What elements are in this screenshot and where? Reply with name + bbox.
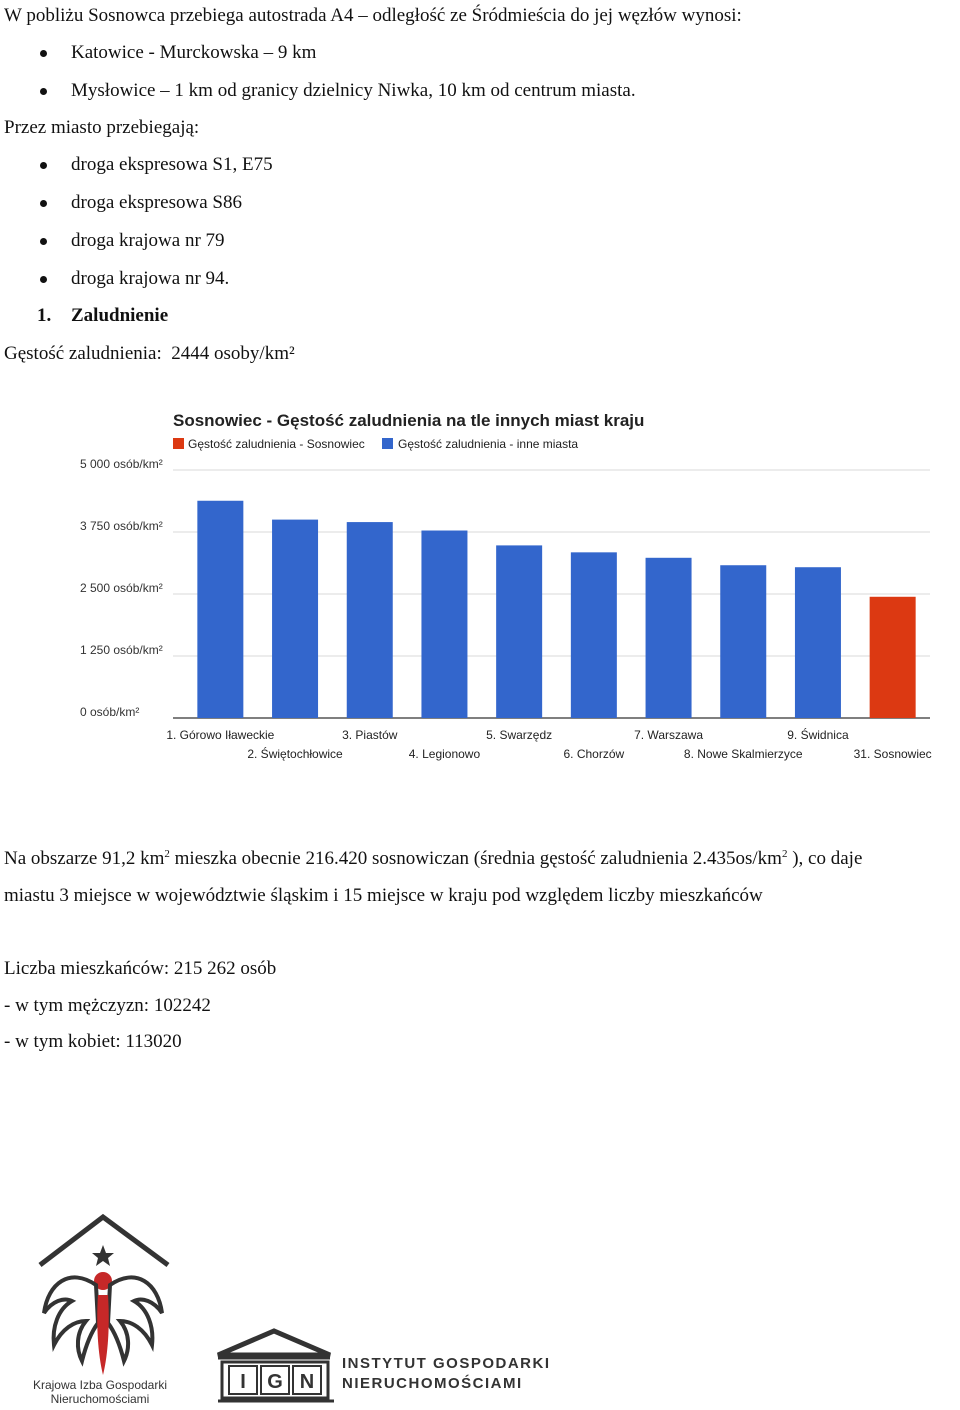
y-tick-label: 3 750 osób/km² — [80, 519, 163, 533]
density-value: 2444 osoby/km² — [171, 343, 295, 364]
stats-area-mid: mieszka obecnie 216.420 sosnowiczan (średnia gęstość zaludnienia 2.435os/km — [169, 848, 782, 869]
section-title: Zaludnienie — [71, 305, 169, 326]
list-item-text: Katowice - Murckowska – 9 km — [71, 42, 317, 63]
stats-area-sup: 2 — [164, 848, 170, 860]
population-total: Liczba mieszkańców: 215 262 osób — [4, 958, 277, 979]
intro-sentence: W pobliżu Sosnowca przebiega autostrada A4 – odległość ze Śródmieścia do jej węzłów wynosi: — [4, 5, 742, 26]
x-tick-label: 5. Swarzędz — [486, 728, 553, 742]
list-item-text: droga ekspresowa S86 — [71, 192, 242, 213]
list-item-text: droga ekspresowa S1, E75 — [71, 154, 273, 175]
ign-letter-i: I — [240, 1371, 246, 1393]
density-label: Gęstość zaludnienia: — [4, 343, 162, 364]
bullet-icon — [40, 238, 47, 245]
chart-bar — [795, 567, 841, 718]
chart-legend — [173, 437, 578, 451]
chart-bar — [720, 565, 766, 718]
kign-logo-line2: Nieruchomościami — [50, 1392, 150, 1406]
x-tick-label: 31. Sosnowiec — [853, 747, 932, 761]
legend-label-other: Gęstość zaludnienia - inne miasta — [398, 437, 579, 451]
x-tick-label: 2. Świętochłowice — [247, 747, 343, 761]
y-tick-label: 2 500 osób/km² — [80, 581, 163, 595]
y-tick-label: 5 000 osób/km² — [80, 457, 163, 471]
bullet-icon — [40, 200, 47, 207]
chart-bar — [496, 545, 542, 718]
legend-label-sosnowiec: Gęstość zaludnienia - Sosnowiec — [188, 437, 365, 451]
chart-bar — [421, 531, 467, 718]
chart-x-labels — [166, 727, 931, 761]
ign-logo-line1: INSTYTUT GOSPODARKI — [342, 1355, 551, 1372]
bullet-icon — [40, 50, 47, 57]
section-number: 1. — [37, 305, 52, 326]
density-line — [4, 343, 295, 365]
chart-bar — [571, 552, 617, 718]
ign-letter-n: N — [299, 1371, 315, 1393]
footer-logos — [0, 1205, 960, 1410]
x-tick-label: 3. Piastów — [342, 728, 398, 742]
stats-line-1 — [4, 848, 862, 870]
y-tick-label: 0 osób/km² — [80, 705, 140, 719]
x-tick-label: 9. Świdnica — [787, 728, 849, 742]
x-tick-label: 8. Nowe Skalmierzyce — [683, 747, 803, 761]
population-women: - w tym kobiet: 113020 — [4, 1031, 182, 1052]
chart-bar — [870, 597, 916, 718]
kign-eagle-logo — [33, 1217, 168, 1406]
x-tick-label: 1. Górowo Iławeckie — [166, 728, 275, 742]
ign-letter-g: G — [267, 1371, 283, 1393]
stats-area-post: ), co daje — [787, 848, 863, 869]
legend-swatch-other — [382, 438, 393, 449]
population-men: - w tym mężczyzn: 102242 — [4, 995, 211, 1016]
legend-swatch-sosnowiec — [173, 438, 184, 449]
x-tick-label: 4. Legionowo — [408, 747, 481, 761]
kign-logo-line1: Krajowa Izba Gospodarki — [32, 1378, 168, 1392]
chart-bar — [272, 520, 318, 718]
x-tick-label: 6. Chorzów — [563, 747, 625, 761]
density-chart — [70, 398, 940, 773]
chart-title: Sosnowiec - Gęstość zaludnienia na tle innych miast kraju — [173, 411, 645, 430]
section-heading — [37, 305, 168, 327]
stats-area-pre: Na obszarze 91,2 km — [4, 848, 165, 869]
list-item-text: droga krajowa nr 79 — [71, 230, 225, 251]
ign-logo — [218, 1331, 551, 1401]
x-tick-label: 7. Warszawa — [634, 728, 704, 742]
list-item-text: droga krajowa nr 94. — [71, 268, 230, 289]
list-item-text: Mysłowice – 1 km od granicy dzielnicy Niwka, 10 km od centrum miasta. — [71, 80, 636, 101]
stats-area-sup2: 2 — [781, 848, 788, 860]
bullet-icon — [40, 88, 47, 95]
y-tick-label: 1 250 osób/km² — [80, 643, 163, 657]
chart-bar — [347, 522, 393, 718]
ign-logo-line2: NIERUCHOMOŚCIAMI — [342, 1375, 523, 1392]
bullet-icon — [40, 162, 47, 169]
chart-bars — [197, 501, 915, 718]
bullet-icon — [40, 276, 47, 283]
roads-intro: Przez miasto przebiegają: — [4, 117, 200, 138]
stats-line-2: miastu 3 miejsce w województwie śląskim i 15 miejsce w kraju pod względem liczby mieszkańców — [4, 885, 763, 906]
chart-bar — [646, 558, 692, 718]
chart-bar — [197, 501, 243, 718]
